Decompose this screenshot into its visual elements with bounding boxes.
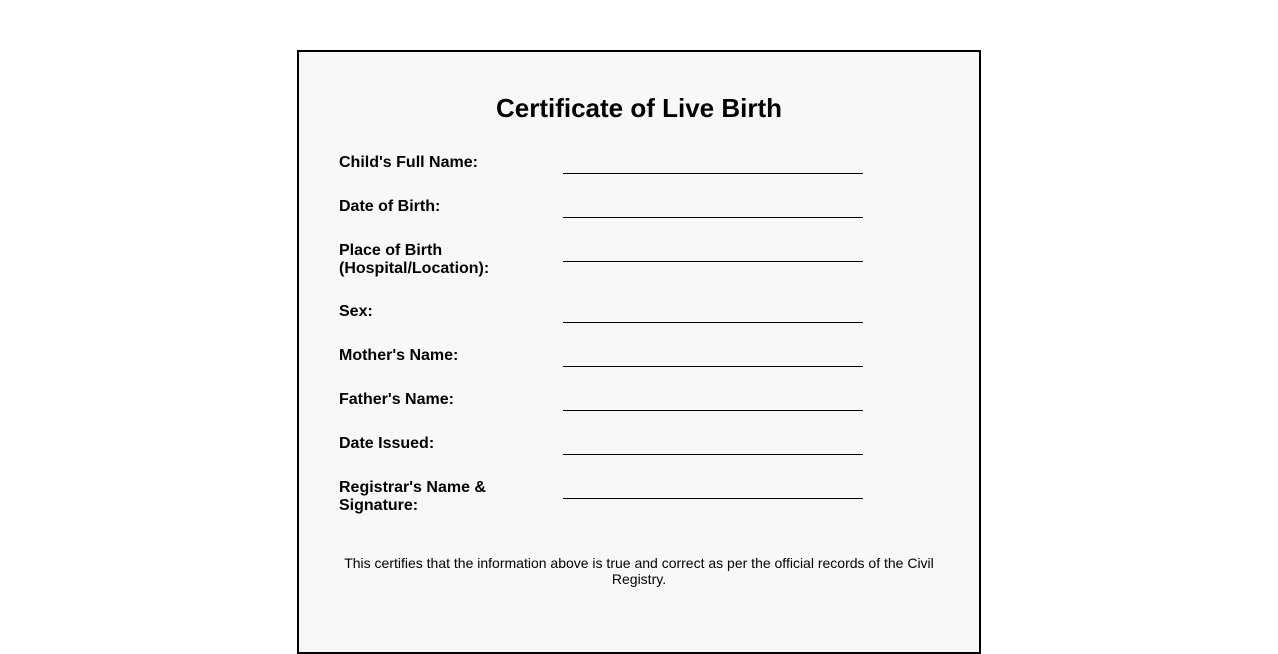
mothers-name-line[interactable]: [563, 349, 863, 367]
registrar-signature-line[interactable]: [563, 481, 863, 499]
field-place-of-birth: [339, 242, 939, 282]
field-date-issued: [339, 435, 939, 475]
field-label: Place of Birth (Hospital/Location):: [339, 242, 490, 277]
field-date-of-birth: [339, 198, 939, 238]
field-label: Sex:: [339, 303, 373, 320]
certificate-title: Certificate of Live Birth: [495, 93, 783, 123]
place-of-birth-line[interactable]: [563, 244, 863, 262]
field-sex: [339, 303, 939, 343]
field-label: Date Issued:: [339, 435, 435, 452]
field-label: Registrar's Name & Signature:: [339, 479, 486, 514]
field-fathers-name: [339, 391, 939, 431]
field-label: Father's Name:: [339, 391, 454, 408]
field-label: Mother's Name:: [339, 347, 459, 364]
sex-line[interactable]: [563, 305, 863, 323]
field-mothers-name: [339, 347, 939, 387]
certification-statement: This certifies that the information above is true and correct as per the official records of the Civil Registry.: [344, 555, 934, 587]
field-label: Date of Birth:: [339, 198, 441, 215]
date-of-birth-line[interactable]: [563, 200, 863, 218]
birth-certificate: [297, 50, 981, 654]
fathers-name-line[interactable]: [563, 393, 863, 411]
child-full-name-line[interactable]: [563, 156, 863, 174]
field-registrar-signature: [339, 479, 939, 519]
date-issued-line[interactable]: [563, 437, 863, 455]
field-label: Child's Full Name:: [339, 154, 478, 171]
field-child-full-name: [339, 154, 939, 194]
